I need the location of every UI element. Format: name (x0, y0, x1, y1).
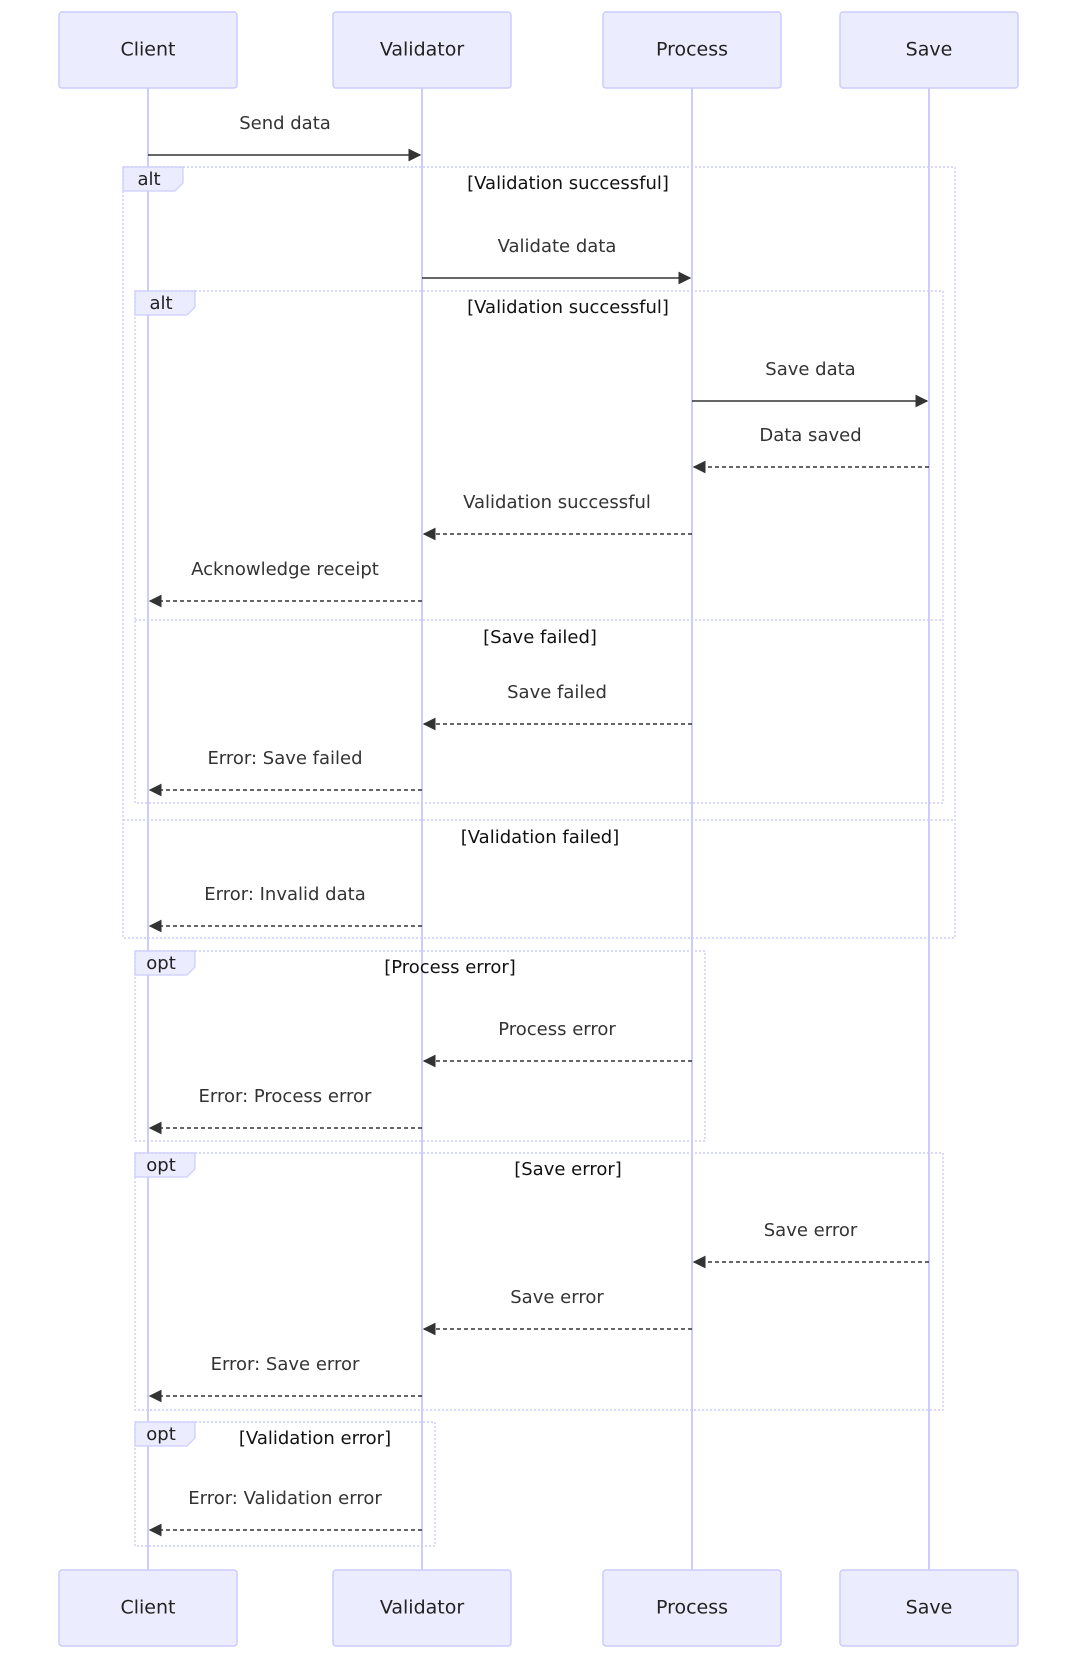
message-error-invalid-data (150, 884, 422, 926)
message-label: Error: Save failed (207, 748, 363, 769)
frame-kind-label: alt (137, 169, 161, 190)
actor-label: Client (120, 1596, 176, 1619)
message-label: Save failed (507, 682, 607, 703)
frame-condition: [Process error] (384, 957, 516, 978)
actor-label: Validator (379, 38, 465, 61)
message-save-error (694, 1220, 929, 1262)
message-acknowledge-receipt (150, 559, 422, 601)
message-label: Error: Process error (198, 1086, 372, 1107)
message-label: Process error (498, 1019, 616, 1040)
actor-save-bottom (840, 1570, 1018, 1646)
actor-validator-bottom (333, 1570, 511, 1646)
message-label: Save data (765, 359, 856, 380)
actor-label: Save (905, 1596, 953, 1619)
frame-condition: [Save failed] (483, 627, 597, 648)
frame-opt-3 (135, 951, 705, 1141)
message-label: Error: Validation error (188, 1488, 382, 1509)
actor-label: Process (655, 1596, 729, 1619)
frame-kind-label: alt (149, 293, 173, 314)
frame-kind-label: opt (146, 1155, 176, 1176)
actor-process-bottom (603, 1570, 781, 1646)
actor-process-top (603, 12, 781, 88)
message-label: Send data (239, 113, 331, 134)
actor-client-bottom (59, 1570, 237, 1646)
frame-opt-5 (135, 1422, 435, 1546)
message-label: Validate data (497, 236, 617, 257)
message-process-error (424, 1019, 692, 1061)
message-label: Save error (763, 1220, 858, 1241)
frame-kind-label: opt (146, 1424, 176, 1445)
message-error-save-failed (150, 748, 422, 790)
frame-condition: [Save error] (514, 1159, 622, 1180)
message-data-saved (694, 425, 929, 467)
actor-label: Save (905, 38, 953, 61)
message-label: Error: Save error (210, 1354, 360, 1375)
actor-label: Client (120, 38, 176, 61)
message-error-validation-error (150, 1488, 422, 1530)
message-validate-data (422, 236, 690, 278)
message-label: Data saved (759, 425, 862, 446)
message-label: Acknowledge receipt (191, 559, 379, 580)
message-label: Error: Invalid data (204, 884, 366, 905)
actor-label: Process (655, 38, 729, 61)
frame-condition: [Validation successful] (467, 173, 669, 194)
actor-label: Validator (379, 1596, 465, 1619)
message-label: Validation successful (463, 492, 651, 513)
message-send-data (148, 113, 420, 155)
frame-kind-label: opt (146, 953, 176, 974)
actor-client-top (59, 12, 237, 88)
frame-condition: [Validation error] (238, 1428, 392, 1449)
actor-save-top (840, 12, 1018, 88)
message-error-process-error (150, 1086, 422, 1128)
frame-condition: [Validation successful] (467, 297, 669, 318)
message-save-failed (424, 682, 692, 724)
message-save-data (692, 359, 927, 401)
actor-validator-top (333, 12, 511, 88)
message-error-save-error (150, 1354, 422, 1396)
frame-alt-1 (123, 167, 955, 938)
message-validation-successful (424, 492, 692, 534)
message-label: Save error (510, 1287, 604, 1308)
frame-condition: [Validation failed] (460, 827, 620, 848)
message-save-error (424, 1287, 692, 1329)
